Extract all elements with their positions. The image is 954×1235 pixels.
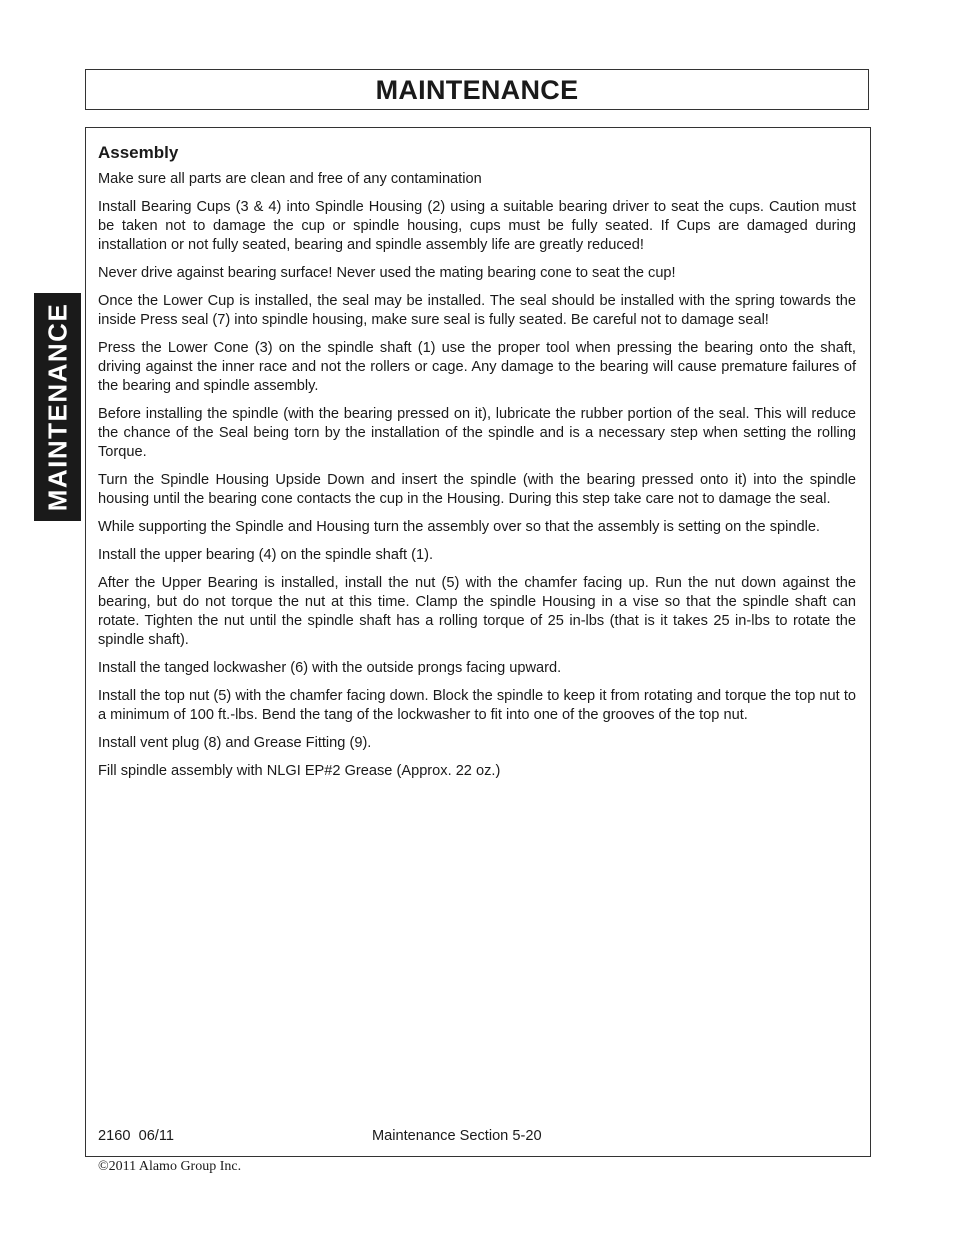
content-box [85,127,871,1157]
paragraph-4: Once the Lower Cup is installed, the seal may be installed. The seal should be installed with the spring towards the inside Press seal (7) into spindle housing, make sure seal is fully seated. Be careful not to damage seal! [98,293,856,328]
side-tab [34,293,81,521]
paragraph-6: Before installing the spindle (with the bearing pressed on it), lubricate the rubber portion of the seal. This will reduce the chance of the Seal being torn by the installation of the spindle and is a necessary step when setting the rolling Torque. [98,406,856,460]
paragraph-11: Install the tanged lockwasher (6) with the outside prongs facing upward. [98,660,562,676]
instructions [98,170,856,790]
side-tab-label: MAINTENANCE [42,302,72,512]
header-box [85,69,869,110]
paragraph-14: Fill spindle assembly with NLGI EP#2 Grease (Approx. 22 oz.) [98,763,501,779]
paragraph-8: While supporting the Spindle and Housing turn the assembly over so that the assembly is setting on the spindle. [98,519,820,535]
footer-section-page: Maintenance Section 5-20 [372,1128,542,1144]
copyright-notice: ©2011 Alamo Group Inc. [98,1159,242,1174]
paragraph-10: After the Upper Bearing is installed, install the nut (5) with the chamfer facing up. Run the nut down against the bearing, but do not torque the nut at this time. Clamp the spindle Housing in a vise so that the spindle shaft can rotate. Tighten the nut until the spindle shaft has a rolling torque of 25 in-lbs (that is it takes 25 in-lbs to rotate the spindle shaft). [98,575,856,648]
paragraph-9: Install the upper bearing (4) on the spindle shaft (1). [98,547,434,563]
paragraph-2: Install Bearing Cups (3 & 4) into Spindle Housing (2) using a suitable bearing driver to seat the cups. Caution must be taken not to damage the cup or spindle housing, cups must be fully seated. If Cups are damaged during installation or not fully seated, bearing and spindle assembly life are greatly reduced! [98,199,856,253]
paragraph-13: Install vent plug (8) and Grease Fitting (9). [98,735,372,751]
paragraph-1: Make sure all parts are clean and free of any contamination [98,171,482,187]
page-title: MAINTENANCE [375,75,579,105]
footer-doc-code: 2160 06/11 [98,1128,175,1144]
paragraph-5: Press the Lower Cone (3) on the spindle shaft (1) use the proper tool when pressing the bearing onto the shaft, driving against the inner race and not the rollers or cage. Any damage to the bearing will cause premature failures of the bearing and spindle assembly. [98,340,856,394]
paragraph-7: Turn the Spindle Housing Upside Down and insert the spindle (with the bearing pressed onto it) into the spindle housing until the bearing cone contacts the cup in the Housing. During this step take care not to damage the seal. [98,472,856,507]
paragraph-3: Never drive against bearing surface! Never used the mating bearing cone to seat the cup! [98,265,676,281]
section-heading: Assembly [98,143,179,162]
paragraph-12: Install the top nut (5) with the chamfer facing down. Block the spindle to keep it from rotating and torque the top nut to a minimum of 100 ft.-lbs. Bend the tang of the lockwasher to fit into one of the grooves of the top nut. [98,688,856,723]
